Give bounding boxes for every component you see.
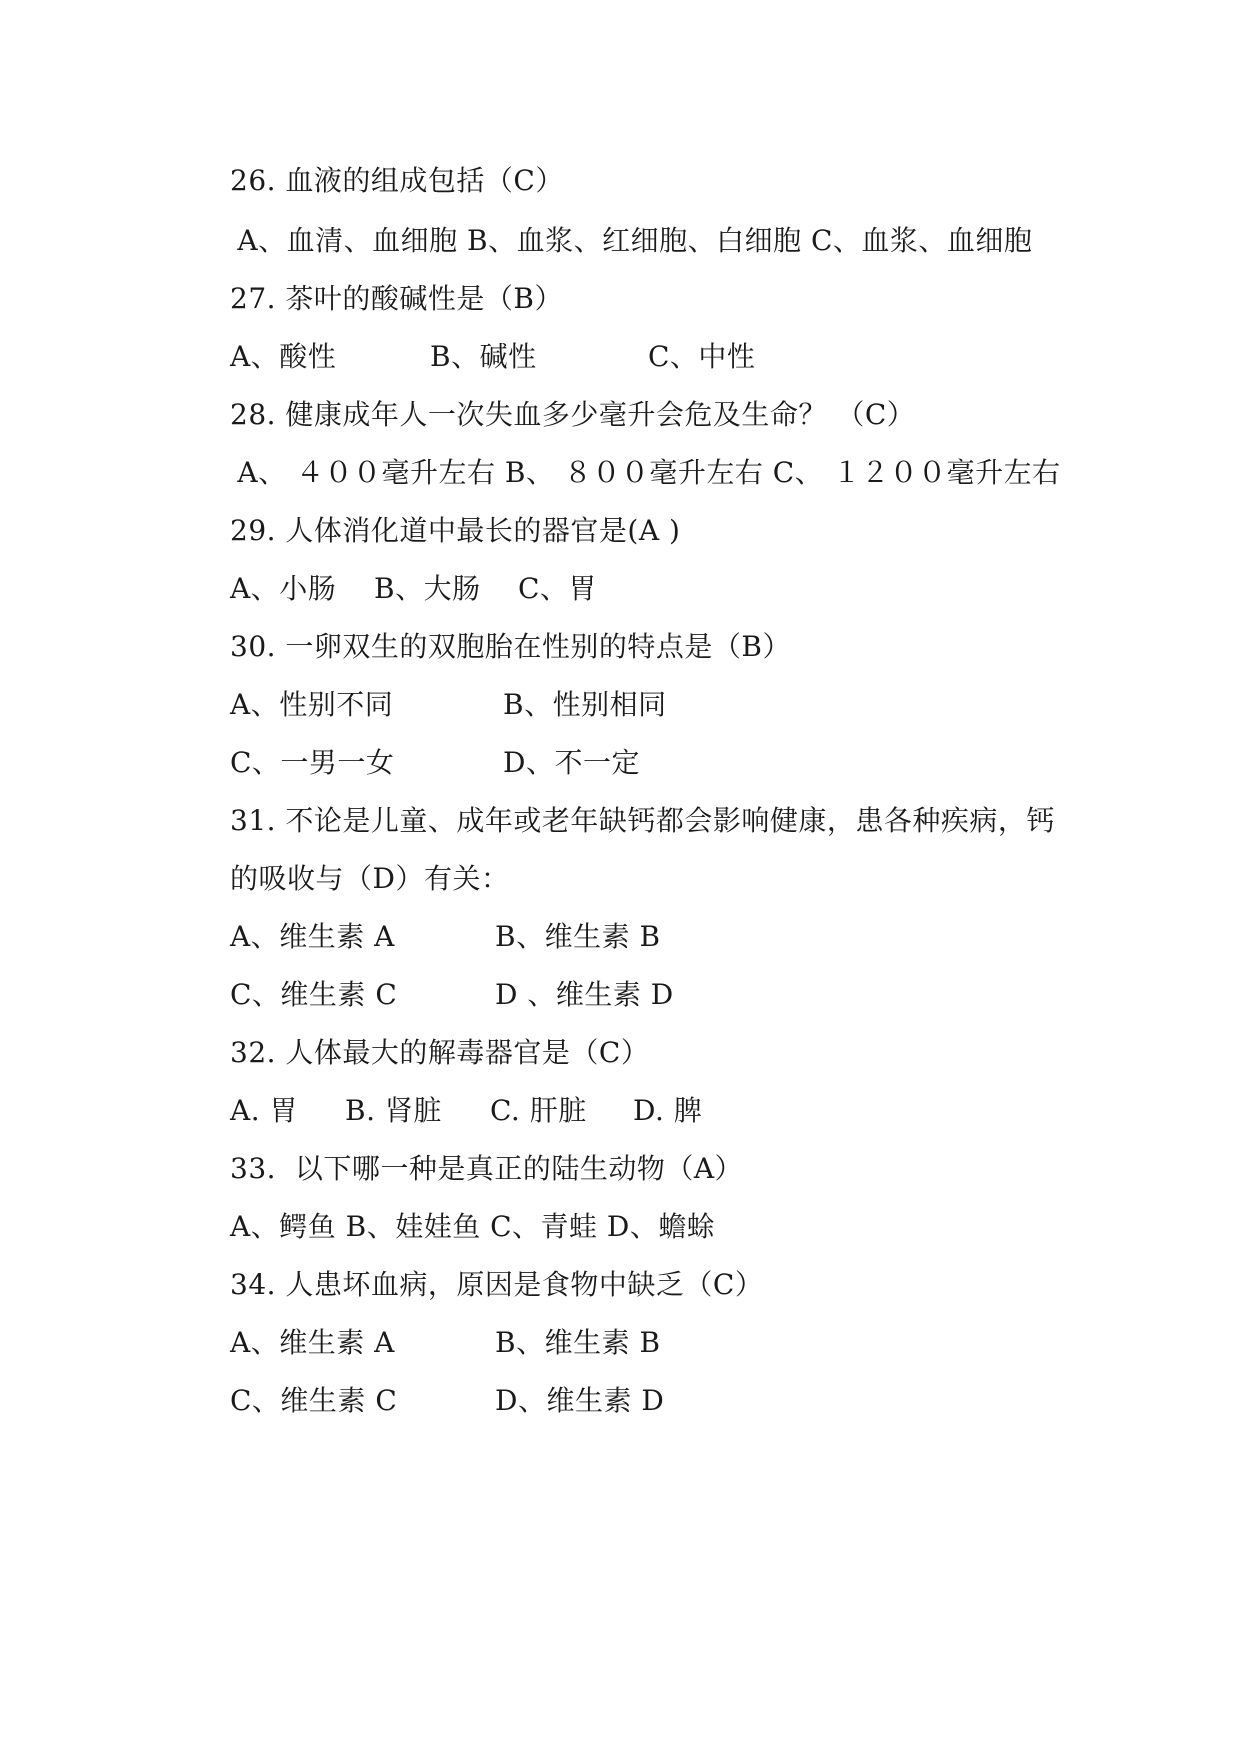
option-b: B、碱性 xyxy=(430,340,537,373)
option-c: C、中性 xyxy=(648,340,756,373)
question-27-options xyxy=(0,339,1241,375)
option-c: C、维生素 C xyxy=(230,1384,398,1417)
option-b: B、维生素 B xyxy=(495,1326,661,1359)
question-28-options: A、 ４００毫升左右 B、 ８００毫升左右 C、 １２００毫升左右 xyxy=(228,456,1061,489)
question-30-stem: 30. 一卵双生的双胞胎在性别的特点是（B） xyxy=(230,630,792,663)
option-d: D、维生素 D xyxy=(495,1384,665,1417)
question-34-stem: 34. 人患坏血病，原因是食物中缺乏（C） xyxy=(230,1268,764,1301)
question-26-options: A、血清、血细胞 B、血浆、红细胞、白细胞 C、血浆、血细胞 xyxy=(228,224,1033,257)
question-31-stem-continued: 的吸收与（D）有关： xyxy=(230,862,510,895)
question-30-options-row2 xyxy=(0,745,1241,781)
question-33-options: A、鳄鱼 B、娃娃鱼 C、青蛙 D、蟾蜍 xyxy=(230,1210,716,1243)
question-34-options-row1 xyxy=(0,1325,1241,1361)
question-31-stem: 31. 不论是儿童、成年或老年缺钙都会影响健康，患各种疾病，钙 xyxy=(230,804,1055,837)
question-31-options-row1 xyxy=(0,919,1241,955)
option-c: C、一男一女 xyxy=(230,746,395,779)
question-27-stem: 27. 茶叶的酸碱性是（B） xyxy=(230,282,564,315)
option-a: A. 胃 xyxy=(230,1094,299,1127)
question-28-stem: 28. 健康成年人一次失血多少毫升会危及生命？ （C） xyxy=(230,398,916,431)
option-a: A、维生素 A xyxy=(230,1326,395,1359)
option-b: B、维生素 B xyxy=(495,920,661,953)
question-32-options xyxy=(0,1093,1241,1129)
question-34-options-row2 xyxy=(0,1383,1241,1419)
option-a: A、酸性 xyxy=(230,340,337,373)
option-d: D 、维生素 D xyxy=(495,978,674,1011)
option-b: B、性别相同 xyxy=(503,688,667,721)
option-c: C、胃 xyxy=(518,572,597,605)
question-31-options-row2 xyxy=(0,977,1241,1013)
option-d: D、不一定 xyxy=(503,746,640,779)
question-32-stem: 32. 人体最大的解毒器官是（C） xyxy=(230,1036,650,1069)
question-29-options xyxy=(0,571,1241,607)
option-a: A、维生素 A xyxy=(230,920,395,953)
option-a: A、性别不同 xyxy=(230,688,394,721)
question-33-stem: 33. 以下哪一种是真正的陆生动物（A） xyxy=(230,1152,744,1185)
option-d: D. 脾 xyxy=(633,1094,703,1127)
question-30-options-row1 xyxy=(0,687,1241,723)
option-b: B. 肾脏 xyxy=(345,1094,442,1127)
option-b: B、大肠 xyxy=(374,572,481,605)
question-26-stem: 26. 血液的组成包括（C） xyxy=(230,164,564,197)
option-a: A、小肠 xyxy=(230,572,337,605)
question-29-stem: 29. 人体消化道中最长的器官是(A ) xyxy=(230,514,681,547)
option-c: C. 肝脏 xyxy=(490,1094,587,1127)
option-c: C、维生素 C xyxy=(230,978,398,1011)
